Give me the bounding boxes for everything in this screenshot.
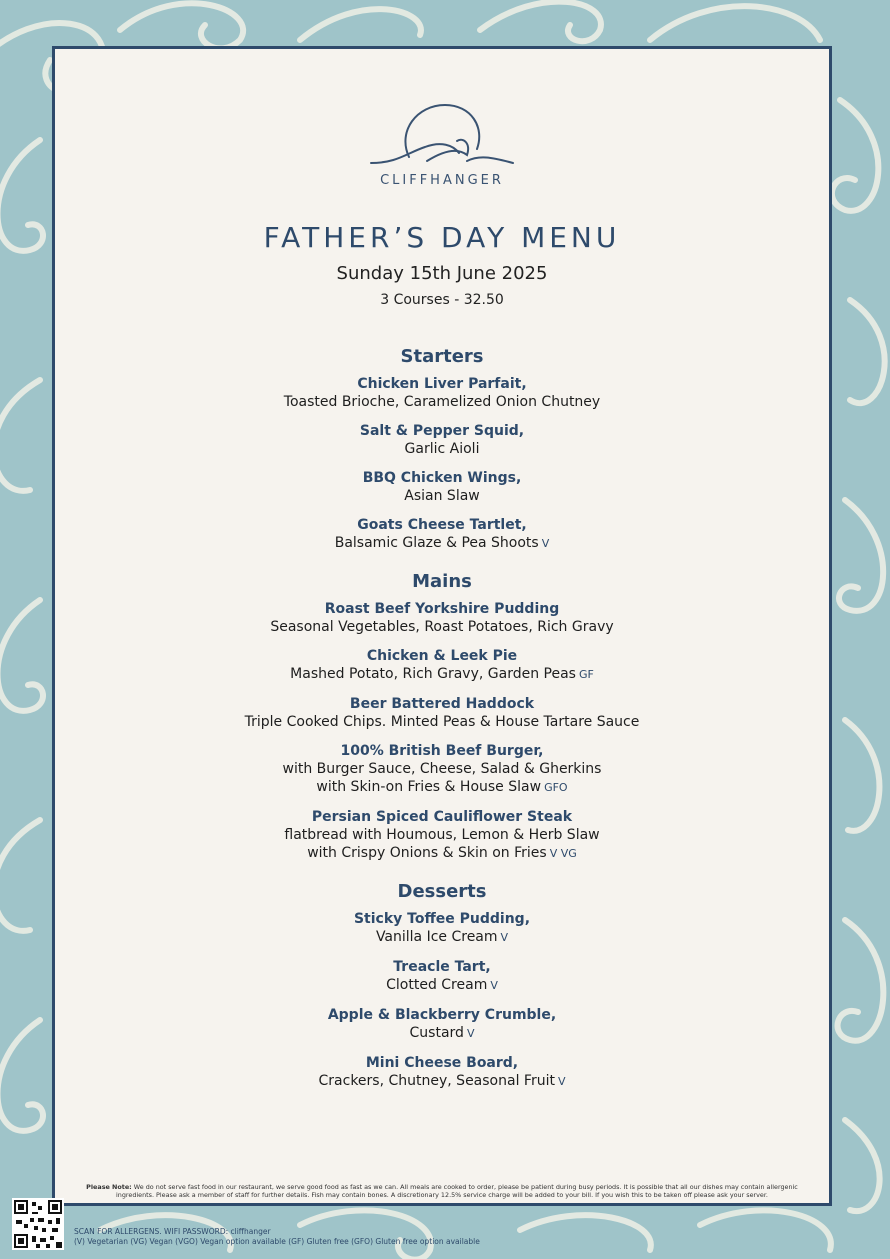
menu-item-name: Sticky Toffee Pudding, bbox=[353, 911, 531, 927]
wave-logo-icon bbox=[367, 101, 517, 171]
menu-item-description-text: with Burger Sauce, Cheese, Salad & Gherkins bbox=[282, 761, 602, 777]
menu-item-name: 100% British Beef Burger, bbox=[340, 743, 544, 759]
please-note-label: Please Note: bbox=[86, 1183, 132, 1191]
menu-item bbox=[55, 647, 829, 684]
menu-item-description-text: Triple Cooked Chips. Minted Peas & House Tartare Sauce bbox=[244, 714, 640, 730]
menu-item-name: BBQ Chicken Wings, bbox=[362, 470, 522, 486]
menu-item-name: Mini Cheese Board, bbox=[365, 1055, 519, 1071]
dietary-tag: GF bbox=[578, 668, 594, 681]
section-title: Starters bbox=[400, 346, 484, 367]
menu-item bbox=[55, 910, 829, 947]
menu-item bbox=[55, 422, 829, 458]
menu-item-description-text: Clotted Cream bbox=[386, 977, 488, 993]
menu-item-description-text: with Crispy Onions & Skin on Fries bbox=[307, 845, 547, 861]
menu-item-description bbox=[55, 713, 829, 731]
menu-section-desserts bbox=[55, 880, 829, 1091]
menu-item-name: Roast Beef Yorkshire Pudding bbox=[324, 601, 560, 617]
menu-item-description bbox=[55, 393, 829, 411]
menu-item-description bbox=[55, 440, 829, 458]
menu-item-description-text: Balsamic Glaze & Pea Shoots bbox=[334, 535, 539, 551]
menu-item-name: Salt & Pepper Squid, bbox=[359, 423, 525, 439]
menu-item bbox=[55, 1054, 829, 1091]
brand-logo bbox=[55, 101, 829, 188]
menu-item-name: Beer Battered Haddock bbox=[349, 696, 535, 712]
dietary-tag: V bbox=[541, 537, 550, 550]
menu-item-description bbox=[55, 826, 829, 844]
menu-item-description bbox=[55, 844, 829, 863]
menu-item bbox=[55, 695, 829, 731]
menu-item bbox=[55, 958, 829, 995]
menu-item-description bbox=[55, 760, 829, 778]
menu-item-description-text: Garlic Aioli bbox=[404, 441, 480, 457]
menu-sections bbox=[55, 345, 829, 1108]
menu-item-description-text: Crackers, Chutney, Seasonal Fruit bbox=[318, 1073, 555, 1089]
dietary-legend: (V) Vegetarian (VG) Vegan (VGO) Vegan option available (GF) Gluten free (GFO) Gluten free option available bbox=[74, 1237, 480, 1246]
menu-item-description-text: Custard bbox=[409, 1025, 464, 1041]
menu-item-description bbox=[55, 534, 829, 553]
footer bbox=[74, 1227, 480, 1247]
menu-date: Sunday 15th June 2025 bbox=[336, 263, 548, 284]
menu-item-name: Goats Cheese Tartlet, bbox=[357, 517, 527, 533]
menu-item-description bbox=[55, 487, 829, 505]
courses-price: 3 Courses - 32.50 bbox=[380, 292, 504, 308]
dietary-tag: V VG bbox=[549, 847, 577, 860]
section-title: Mains bbox=[412, 571, 472, 592]
menu-item-description bbox=[55, 665, 829, 684]
menu-item-name: Treacle Tart, bbox=[393, 959, 491, 975]
menu-item-description bbox=[55, 1024, 829, 1043]
menu-item-description bbox=[55, 778, 829, 797]
menu-item bbox=[55, 1006, 829, 1043]
menu-item-description-text: Toasted Brioche, Caramelized Onion Chutney bbox=[283, 394, 601, 410]
menu-item-description bbox=[55, 976, 829, 995]
menu-item bbox=[55, 742, 829, 797]
please-note-text: We do not serve fast food in our restaurant, we serve good food as fast as we can. All meals are cooked to order, please be patient during busy periods. It is possible that all our dishes may contain allergenic ingredients. Please ask a member of staff for further details. Fish may contain bones. A discretionary 12.5% service charge will be added to your bill. If you wish this to be taken off please ask your server. bbox=[116, 1183, 798, 1199]
menu-card bbox=[52, 46, 832, 1206]
menu-item bbox=[55, 516, 829, 553]
menu-section-starters bbox=[55, 345, 829, 553]
allergen-wifi-text: SCAN FOR ALLERGENS. WIFI PASSWORD: cliffhanger bbox=[74, 1227, 271, 1236]
menu-item-description-text: Asian Slaw bbox=[404, 488, 480, 504]
menu-item bbox=[55, 375, 829, 411]
menu-item-description bbox=[55, 618, 829, 636]
dietary-tag: GFO bbox=[544, 781, 568, 794]
dietary-tag: V bbox=[500, 931, 509, 944]
please-note bbox=[85, 1183, 799, 1199]
menu-item-description-text: Vanilla Ice Cream bbox=[375, 929, 498, 945]
dietary-tag: V bbox=[490, 979, 498, 992]
menu-item bbox=[55, 808, 829, 863]
menu-item bbox=[55, 600, 829, 636]
menu-section-mains bbox=[55, 570, 829, 863]
dietary-tag: V bbox=[557, 1075, 566, 1088]
menu-item bbox=[55, 469, 829, 505]
brand-name: CLIFFHANGER bbox=[380, 173, 504, 188]
page-title: FATHER’S DAY MENU bbox=[263, 221, 621, 254]
allergen-qr-code-icon[interactable] bbox=[12, 1198, 64, 1250]
menu-item-name: Chicken & Leek Pie bbox=[366, 648, 518, 664]
section-title: Desserts bbox=[397, 881, 487, 902]
menu-item-description bbox=[55, 1072, 829, 1091]
menu-item-description-text: Mashed Potato, Rich Gravy, Garden Peas bbox=[290, 666, 576, 682]
menu-item-description-text: with Skin-on Fries & House Slaw bbox=[316, 779, 542, 795]
menu-item-description bbox=[55, 928, 829, 947]
dietary-tag: V bbox=[466, 1027, 475, 1040]
menu-item-name: Persian Spiced Cauliflower Steak bbox=[311, 809, 573, 825]
menu-item-description-text: flatbread with Houmous, Lemon & Herb Slaw bbox=[284, 827, 600, 843]
menu-item-name: Apple & Blackberry Crumble, bbox=[327, 1007, 557, 1023]
menu-item-name: Chicken Liver Parfait, bbox=[357, 376, 527, 392]
menu-item-description-text: Seasonal Vegetables, Roast Potatoes, Rich Gravy bbox=[270, 619, 614, 635]
